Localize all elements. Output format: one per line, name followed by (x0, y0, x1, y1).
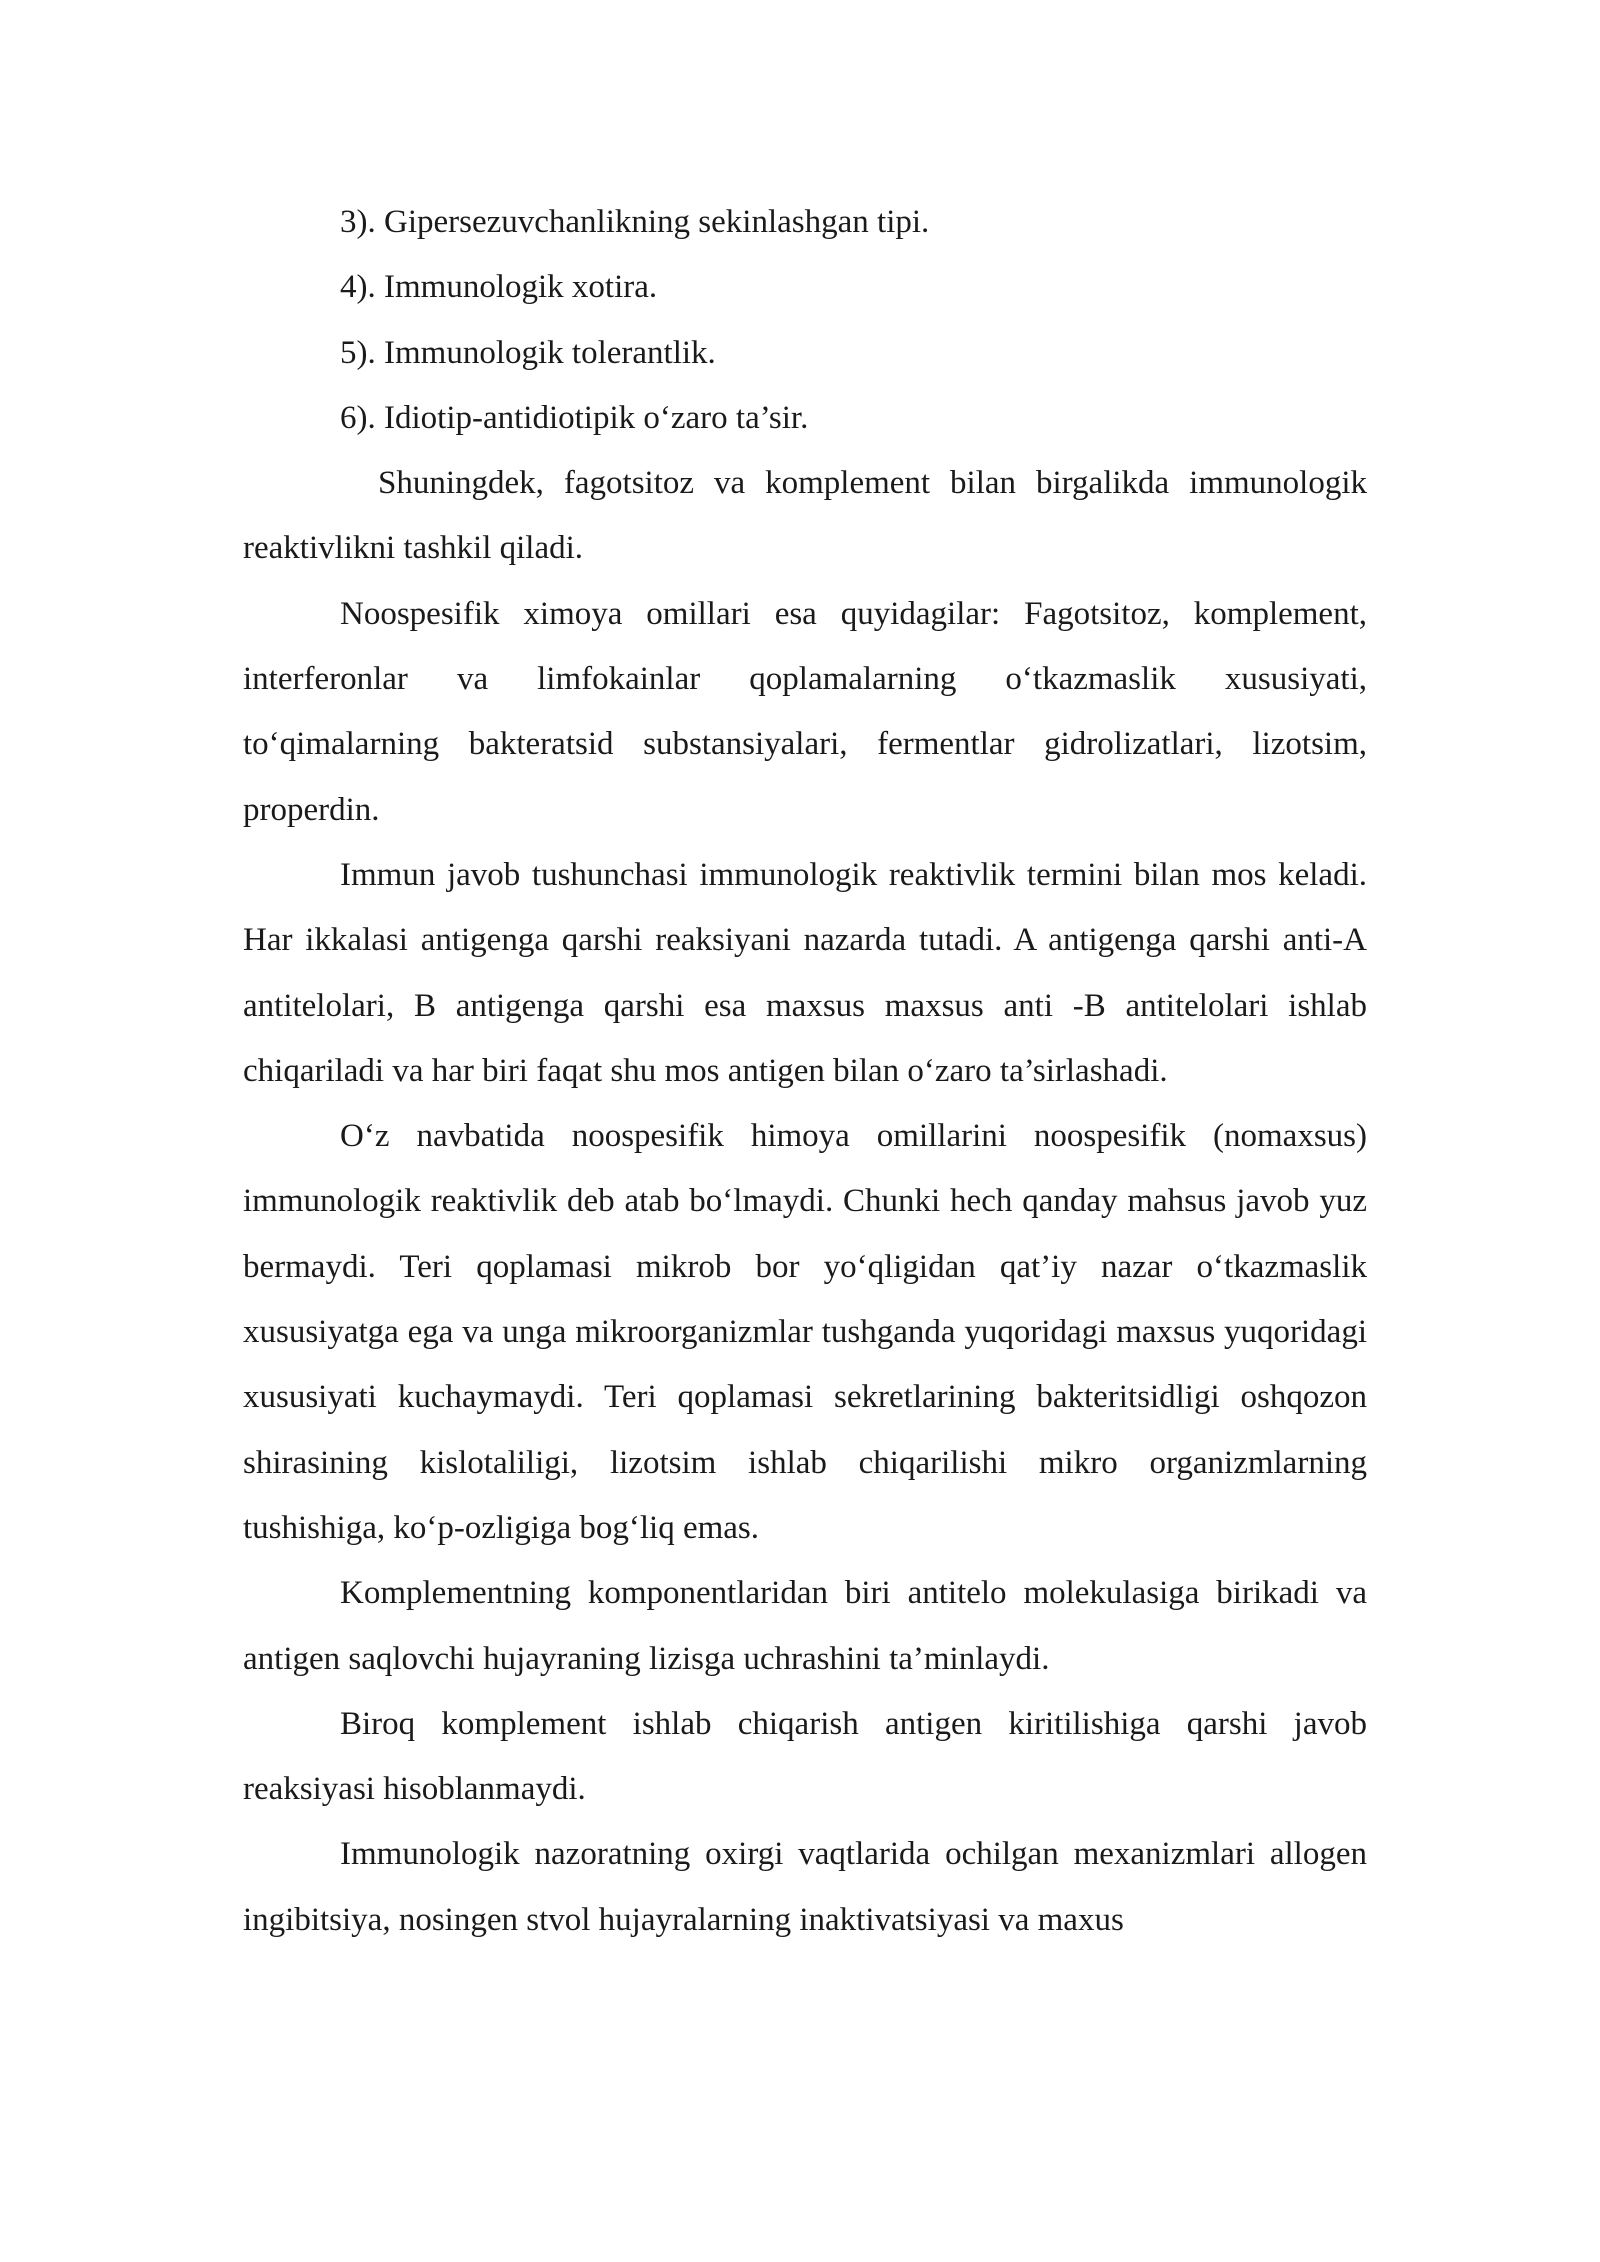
paragraph: Komplementning komponentlaridan biri antitelo molekulasiga birikadi va antigen saqlovchi hujayraning lizisga uchrashini ta’minlaydi. (243, 1575, 1367, 1677)
document-body (243, 190, 1367, 1953)
list-item: 3). Gipersezuvchanlikning sekinlashgan tipi. (340, 204, 930, 240)
paragraph: Noospesifik ximoya omillari esa quyidagilar: Fagotsitoz, komplement, interferonlar va limfokainlar qoplamalarning o‘tkazmaslik xususiyati, to‘qimalarning bakteratsid substansiyalari, fermentlar gidrolizatlari, lizotsim, properdin. (243, 595, 1367, 828)
list-item: 5). Immunologik tolerantlik. (340, 334, 716, 371)
list-item: 4). Immunologik xotira. (340, 269, 658, 306)
paragraph: Shuningdek, fagotsitoz va komplement bilan birgalikda immunologik reaktivlikni tashkil qiladi. (243, 465, 1367, 567)
paragraph: O‘z navbatida noospesifik himoya omillarini noospesifik (nomaxsus) immunologik reaktivlik deb atab bo‘lmaydi. Chunki hech qanday mahsus javob yuz bermaydi. Teri qoplamasi mikrob bor yo‘qligidan qat’iy nazar o‘tkazmaslik xususiyatga ega va unga mikroorganizmlar tushganda yuqoridagi maxsus yuqoridagi xususiyati kuchaymaydi. Teri qoplamasi sekretlarining bakteritsidligi oshqozon shirasining kislotaliligi, lizotsim ishlab chiqarilishi mikro organizmlarning tushishiga, ko‘p-ozligiga bog‘liq emas. (243, 1118, 1367, 1546)
list-item: 6). Idiotip-antidiotipik o‘zaro ta’sir. (340, 399, 809, 436)
paragraph: Immun javob tushunchasi immunologik reaktivlik termini bilan mos keladi. Har ikkalasi antigenga qarshi reaksiyani nazarda tutadi. A antigenga qarshi anti-A antitelolari, B antigenga qarshi esa maxsus maxsus anti -B antitelolari ishlab chiqariladi va har biri faqat shu mos antigen bilan o‘zaro ta’sirlashadi. (243, 856, 1367, 1089)
paragraph: Immunologik nazoratning oxirgi vaqtlarida ochilgan mexanizmlari allogen ingibitsiya, nosingen stvol hujayralarning inaktivatsiyasi va maxus (243, 1836, 1367, 1938)
paragraph: Biroq komplement ishlab chiqarish antigen kiritilishiga qarshi javob reaksiyasi hisoblanmaydi. (243, 1705, 1367, 1808)
